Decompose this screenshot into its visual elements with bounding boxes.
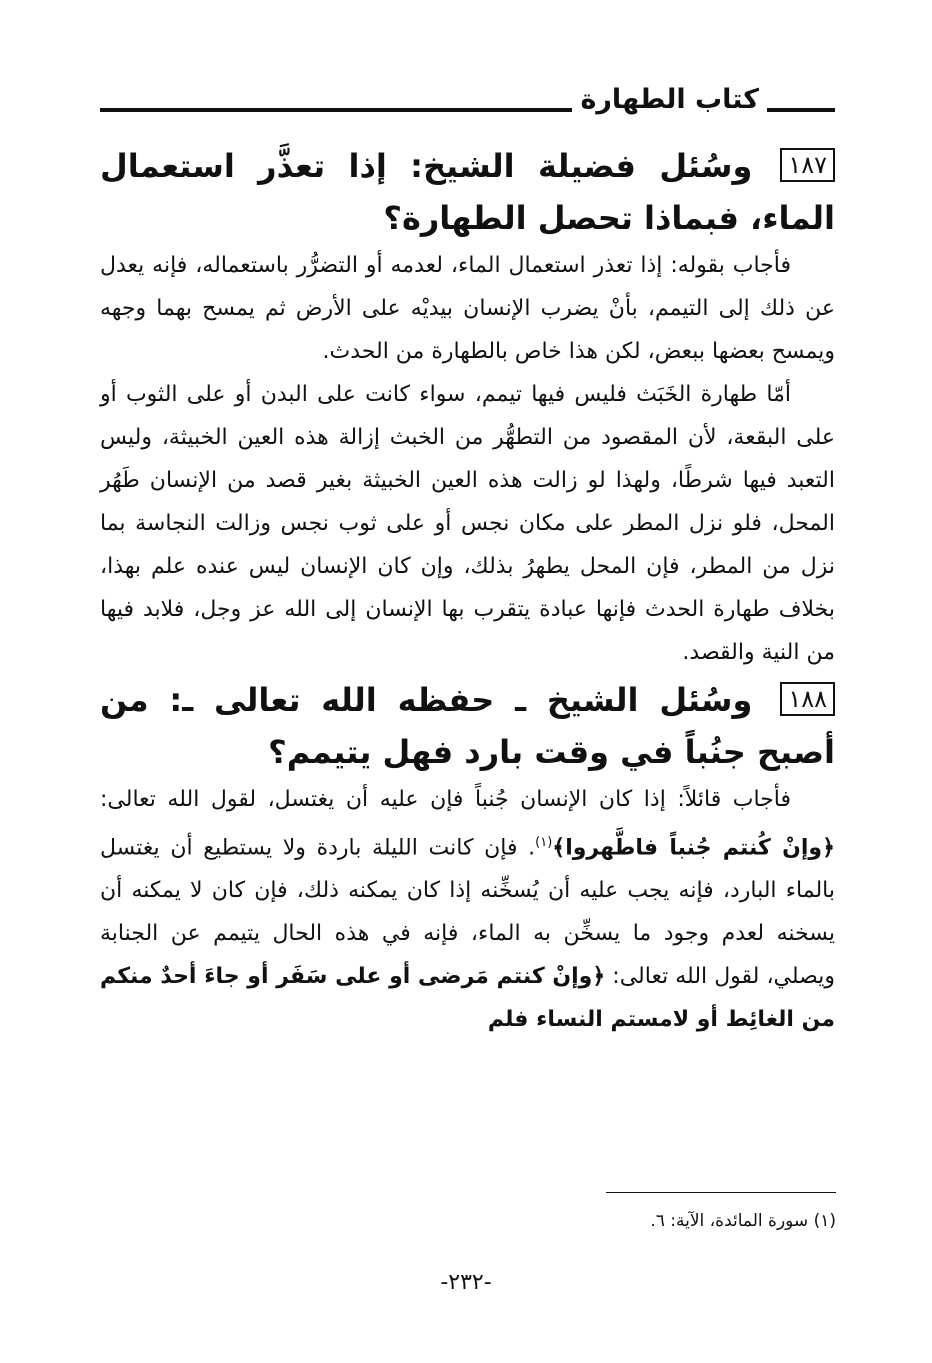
question-text: وسُئل فضيلة الشيخ: إذا تعذَّر استعمال الماء، فبماذا تحصل الطهارة؟ [100,147,835,237]
quran-verse: ﴿وإنْ كنتم مَرضى أو على سَفَر أو جاءَ أحدٌ منكم من الغائِط أو لامستم النساء فلم [100,964,835,1033]
question-number-box: ١٨٧ [780,148,835,182]
question-text: وسُئل الشيخ ـ حفظه الله تعالى ـ: من أصبح جنُباً في وقت بارد فهل يتيمم؟ [100,681,835,771]
answer-text: . فإن كانت الليلة باردة ولا يستطيع أن يغتسل بالماء البارد، فإنه يجب عليه أن يُسخِّنه إذا كان يمكنه ذلك، فإن كان لا يمكنه أن يسخنه لعدم وجود ما يسخِّن به الماء، فإنه في هذه الحال يتيمم عن الجنابة ويصلي، لقول الله تعالى: [100,835,835,990]
quran-verse: ﴿وإنْ كُنتم جُنباً فاطَّهروا﴾ [552,835,835,861]
answer-paragraph: فأجاب بقوله: إذا تعذر استعمال الماء، لعدمه أو التضرُّر باستعماله، فإنه يعدل عن ذلك إلى التيمم، بأنْ يضرب الإنسان بيديْه على الأرض ثم يمسح بهما وجهه ويمسح بعضها ببعض، لكن هذا خاص بالطهارة من الحدث. [100,253,835,364]
question-187 [100,140,835,244]
question-188 [100,674,835,778]
header-title: كتاب الطهارة [572,82,767,118]
running-header [100,80,835,122]
page-number: -٢٣٢- [440,1270,492,1295]
answer-paragraph: أمّا طهارة الخَبَث فليس فيها تيمم، سواء كانت على البدن أو على الثوب أو على البقعة، لأن المقصود من التطهُّر من الخبث إزالة هذه العين الخبيثة، وليس التعبد فيها شرطًا، ولهذا لو زالت هذه العين الخبيثة بغير قصد من الإنسان طَهُر المحل، فلو نزل المطر على مكان نجس أو على ثوب نجس وزالت النجاسة بما نزل من المطر، فإن المحل يطهرُ بذلك، وإن كان الإنسان ليس عنده علم بهذا، بخلاف طهارة الحدث فإنها عبادة يتقرب بها الإنسان إلى الله عز وجل، فلابد فيها من النية والقصد. [100,382,835,665]
question-number-box: ١٨٨ [780,682,835,716]
footnote-marker: (١) [535,835,553,850]
answer-paragraph [100,778,835,1041]
header-dash [793,108,835,112]
footnote: (١) سورة المائدة، الآية: ٦. [650,1211,836,1231]
page-body [100,140,835,1041]
answer-text: فأجاب قائلاً: إذا كان الإنسان جُنباً فإن عليه أن يغتسل، لقول الله تعالى: [100,787,791,812]
footnote-rule [606,1192,836,1193]
